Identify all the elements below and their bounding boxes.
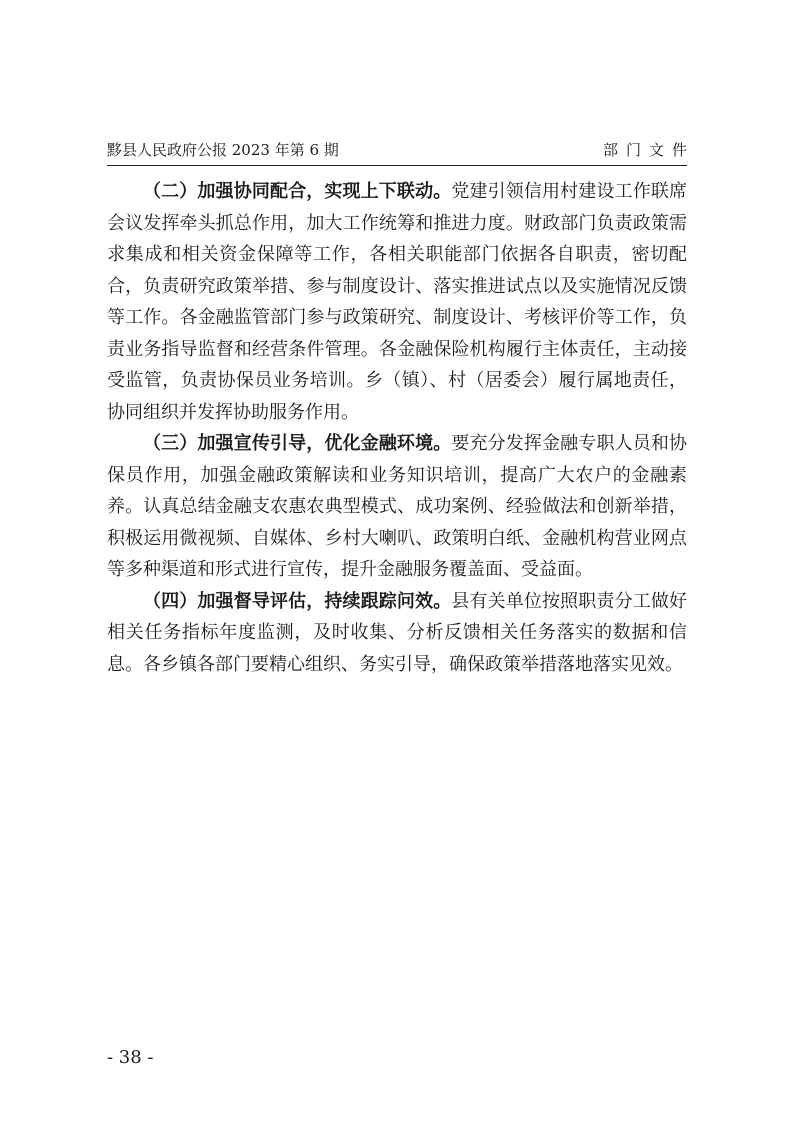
paragraph-text: 要充分发挥金融专职人员和协保员作用，加强金融政策解读和业务知识培训，提高广大农户的金融素养。认真总结金融支农惠农典型模式、成功案例、经验做法和创新举措，积极运用微视频、自媒体、乡村大喇叭、政策明白纸、金融机构营业网点等多种渠道和形式进行宣传，提升金融服务覆盖面、受益面。 [107,433,687,580]
document-body [107,176,687,680]
page-number: - 38 - [107,1047,154,1068]
paragraph-text: 县有关单位按照职责分工做好相关任务指标年度监测，及时收集、分析反馈相关任务落实的数据和信息。各乡镇各部门要精心组织、务实引导，确保政策举措落地落实见效。 [107,590,687,675]
paragraph-publicity [107,428,687,586]
paragraph-coordination [107,176,687,428]
paragraph-heading: （四）加强督导评估，持续跟踪问效。 [143,590,452,612]
bulletin-title: 黟县人民政府公报 2023 年第 6 期 [107,141,339,159]
page-header [107,139,695,166]
paragraph-heading: （二）加强协同配合，实现上下联动。 [143,181,452,202]
section-label: 部门文件 [602,141,695,159]
paragraph-text: 党建引领信用村建设工作联席会议发挥牵头抓总作用，加大工作统筹和推进力度。财政部门负责政策需求集成和相关资金保障等工作，各相关职能部门依据各自职责，密切配合，负责研究政策举措、参与制度设计、落实推进试点以及实施情况反馈等工作。各金融监管部门参与政策研究、制度设计、考核评价等工作，负责业务指导监督和经营条件管理。各金融保险机构履行主体责任，主动接受监管，负责协保员业务培训。乡（镇）、村（居委会）履行属地责任，协同组织并发挥协助服务作用。 [107,181,687,423]
paragraph-heading: （三）加强宣传引导，优化金融环境。 [143,433,452,454]
paragraph-supervision [107,586,687,681]
